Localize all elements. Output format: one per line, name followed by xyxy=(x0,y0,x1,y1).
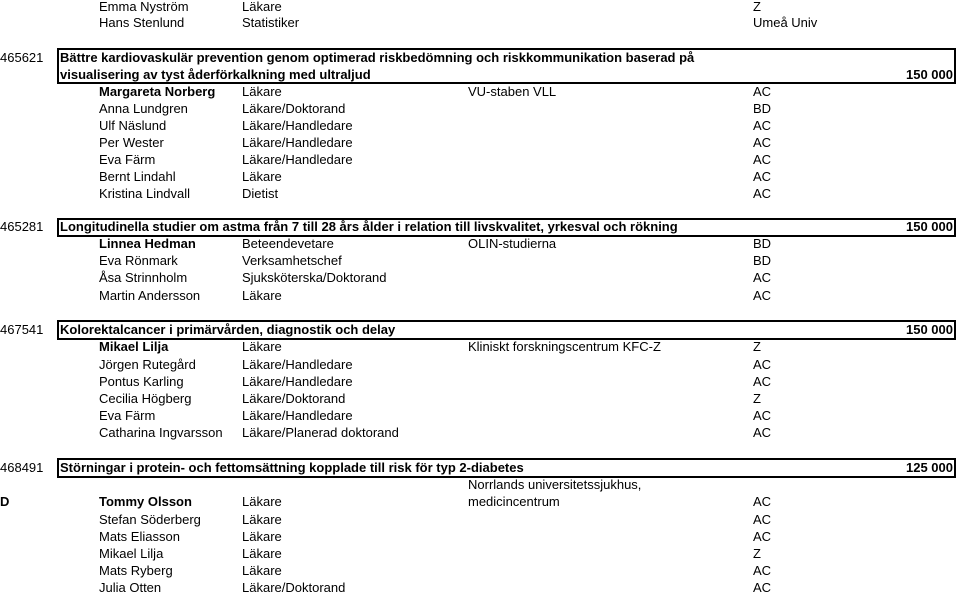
member-name: Jörgen Rutegård xyxy=(99,357,196,372)
member-name: Mikael Lilja xyxy=(99,339,169,354)
member-role: Läkare xyxy=(242,288,282,303)
member-code: AC xyxy=(753,425,772,440)
project-id: 468491 xyxy=(0,460,44,475)
member-code: AC xyxy=(753,135,772,150)
member-org: VU-staben VLL xyxy=(468,84,557,99)
member-name: Eva Färm xyxy=(99,408,156,423)
member-code: AC xyxy=(753,118,772,133)
member-org-line-2: medicincentrum xyxy=(468,494,560,509)
member-org: Norrlands universitetssjukhus, xyxy=(468,477,642,492)
member-name: Mikael Lilja xyxy=(99,546,164,561)
member-name: Julia Otten xyxy=(99,580,162,595)
project-amount: 150 000 xyxy=(906,322,953,337)
member-code: AC xyxy=(753,288,772,303)
project-title-line: Longitudinella studier om astma från 7 till 28 års ålder i relation till livskvalitet, yrkesval och rökning xyxy=(60,219,678,234)
member-name: Mats Eliasson xyxy=(99,529,180,544)
member-name: Pontus Karling xyxy=(99,374,184,389)
member-name: Bernt Lindahl xyxy=(99,169,176,184)
member-code: AC xyxy=(753,408,772,423)
member-role: Läkare/Doktorand xyxy=(242,580,346,595)
member-role: Läkare/Handledare xyxy=(242,374,353,389)
member-code: BD xyxy=(753,253,772,268)
member-code: AC xyxy=(753,374,772,389)
project-title-line: visualisering av tyst åderförkalkning med ultraljud xyxy=(60,67,371,82)
member-role: Läkare/Doktorand xyxy=(242,391,346,406)
member-code: AC xyxy=(753,152,772,167)
member-role: Läkare xyxy=(242,0,282,14)
project-amount: 150 000 xyxy=(906,219,953,234)
member-role: Verksamhetschef xyxy=(242,253,342,268)
member-role: Statistiker xyxy=(242,15,300,30)
member-code: Z xyxy=(753,546,761,561)
member-name: Åsa Strinnholm xyxy=(99,270,188,285)
member-code: AC xyxy=(753,580,772,595)
member-role: Läkare xyxy=(242,169,282,184)
member-role: Läkare/Handledare xyxy=(242,357,353,372)
project-amount: 150 000 xyxy=(906,67,953,82)
member-name: Anna Lundgren xyxy=(99,101,188,116)
member-name: Kristina Lindvall xyxy=(99,186,191,201)
member-name: Margareta Norberg xyxy=(99,84,216,99)
member-code: Umeå Univ xyxy=(753,15,818,30)
member-role: Läkare/Planerad doktorand xyxy=(242,425,399,440)
member-role: Läkare xyxy=(242,529,282,544)
project-title-line: Bättre kardiovaskulär prevention genom optimerad riskbedömning och riskkommunikation baserad på xyxy=(60,50,695,65)
member-role: Läkare/Handledare xyxy=(242,152,353,167)
member-role: Läkare xyxy=(242,563,282,578)
member-code: AC xyxy=(753,169,772,184)
member-name: Ulf Näslund xyxy=(99,118,167,133)
member-code: AC xyxy=(753,494,772,509)
member-role: Läkare xyxy=(242,494,282,509)
member-code: AC xyxy=(753,512,772,527)
member-code: BD xyxy=(753,236,772,251)
member-name: Emma Nyström xyxy=(99,0,189,14)
member-role: Läkare/Handledare xyxy=(242,408,353,423)
member-role: Läkare xyxy=(242,339,282,354)
member-code: AC xyxy=(753,529,772,544)
member-code: AC xyxy=(753,186,772,201)
project-id: 465621 xyxy=(0,50,44,65)
member-role: Dietist xyxy=(242,186,279,201)
member-code: AC xyxy=(753,563,772,578)
member-name: Martin Andersson xyxy=(99,288,201,303)
member-role: Läkare xyxy=(242,512,282,527)
member-name: Eva Färm xyxy=(99,152,156,167)
member-name: Cecilia Högberg xyxy=(99,391,192,406)
member-name: Eva Rönmark xyxy=(99,253,178,268)
member-name: Mats Ryberg xyxy=(99,563,173,578)
project-title-line: Störningar i protein- och fettomsättning kopplade till risk för typ 2-diabetes xyxy=(60,460,524,475)
member-code: Z xyxy=(753,0,761,14)
project-id: 467541 xyxy=(0,322,44,337)
member-code: Z xyxy=(753,339,761,354)
member-code: AC xyxy=(753,270,772,285)
project-amount: 125 000 xyxy=(906,460,953,475)
member-name: Stefan Söderberg xyxy=(99,512,201,527)
member-role: Sjuksköterska/Doktorand xyxy=(242,270,387,285)
member-role: Läkare xyxy=(242,84,282,99)
member-name: Hans Stenlund xyxy=(99,15,185,30)
member-name: Per Wester xyxy=(99,135,164,150)
member-role: Läkare/Handledare xyxy=(242,118,353,133)
member-code: Z xyxy=(753,391,761,406)
member-role: Läkare/Handledare xyxy=(242,135,353,150)
member-role: Läkare/Doktorand xyxy=(242,101,346,116)
margin-marker: D xyxy=(0,494,10,509)
member-org: OLIN-studierna xyxy=(468,236,557,251)
project-id: 465281 xyxy=(0,219,44,234)
member-name: Linnea Hedman xyxy=(99,236,196,251)
member-name: Catharina Ingvarsson xyxy=(99,425,223,440)
member-code: BD xyxy=(753,101,772,116)
member-code: AC xyxy=(753,84,772,99)
member-name: Tommy Olsson xyxy=(99,494,192,509)
member-org: Kliniskt forskningscentrum KFC-Z xyxy=(468,339,661,354)
member-code: AC xyxy=(753,357,772,372)
project-title-line: Kolorektalcancer i primärvården, diagnostik och delay xyxy=(60,322,396,337)
member-role: Beteendevetare xyxy=(242,236,334,251)
member-role: Läkare xyxy=(242,546,282,561)
